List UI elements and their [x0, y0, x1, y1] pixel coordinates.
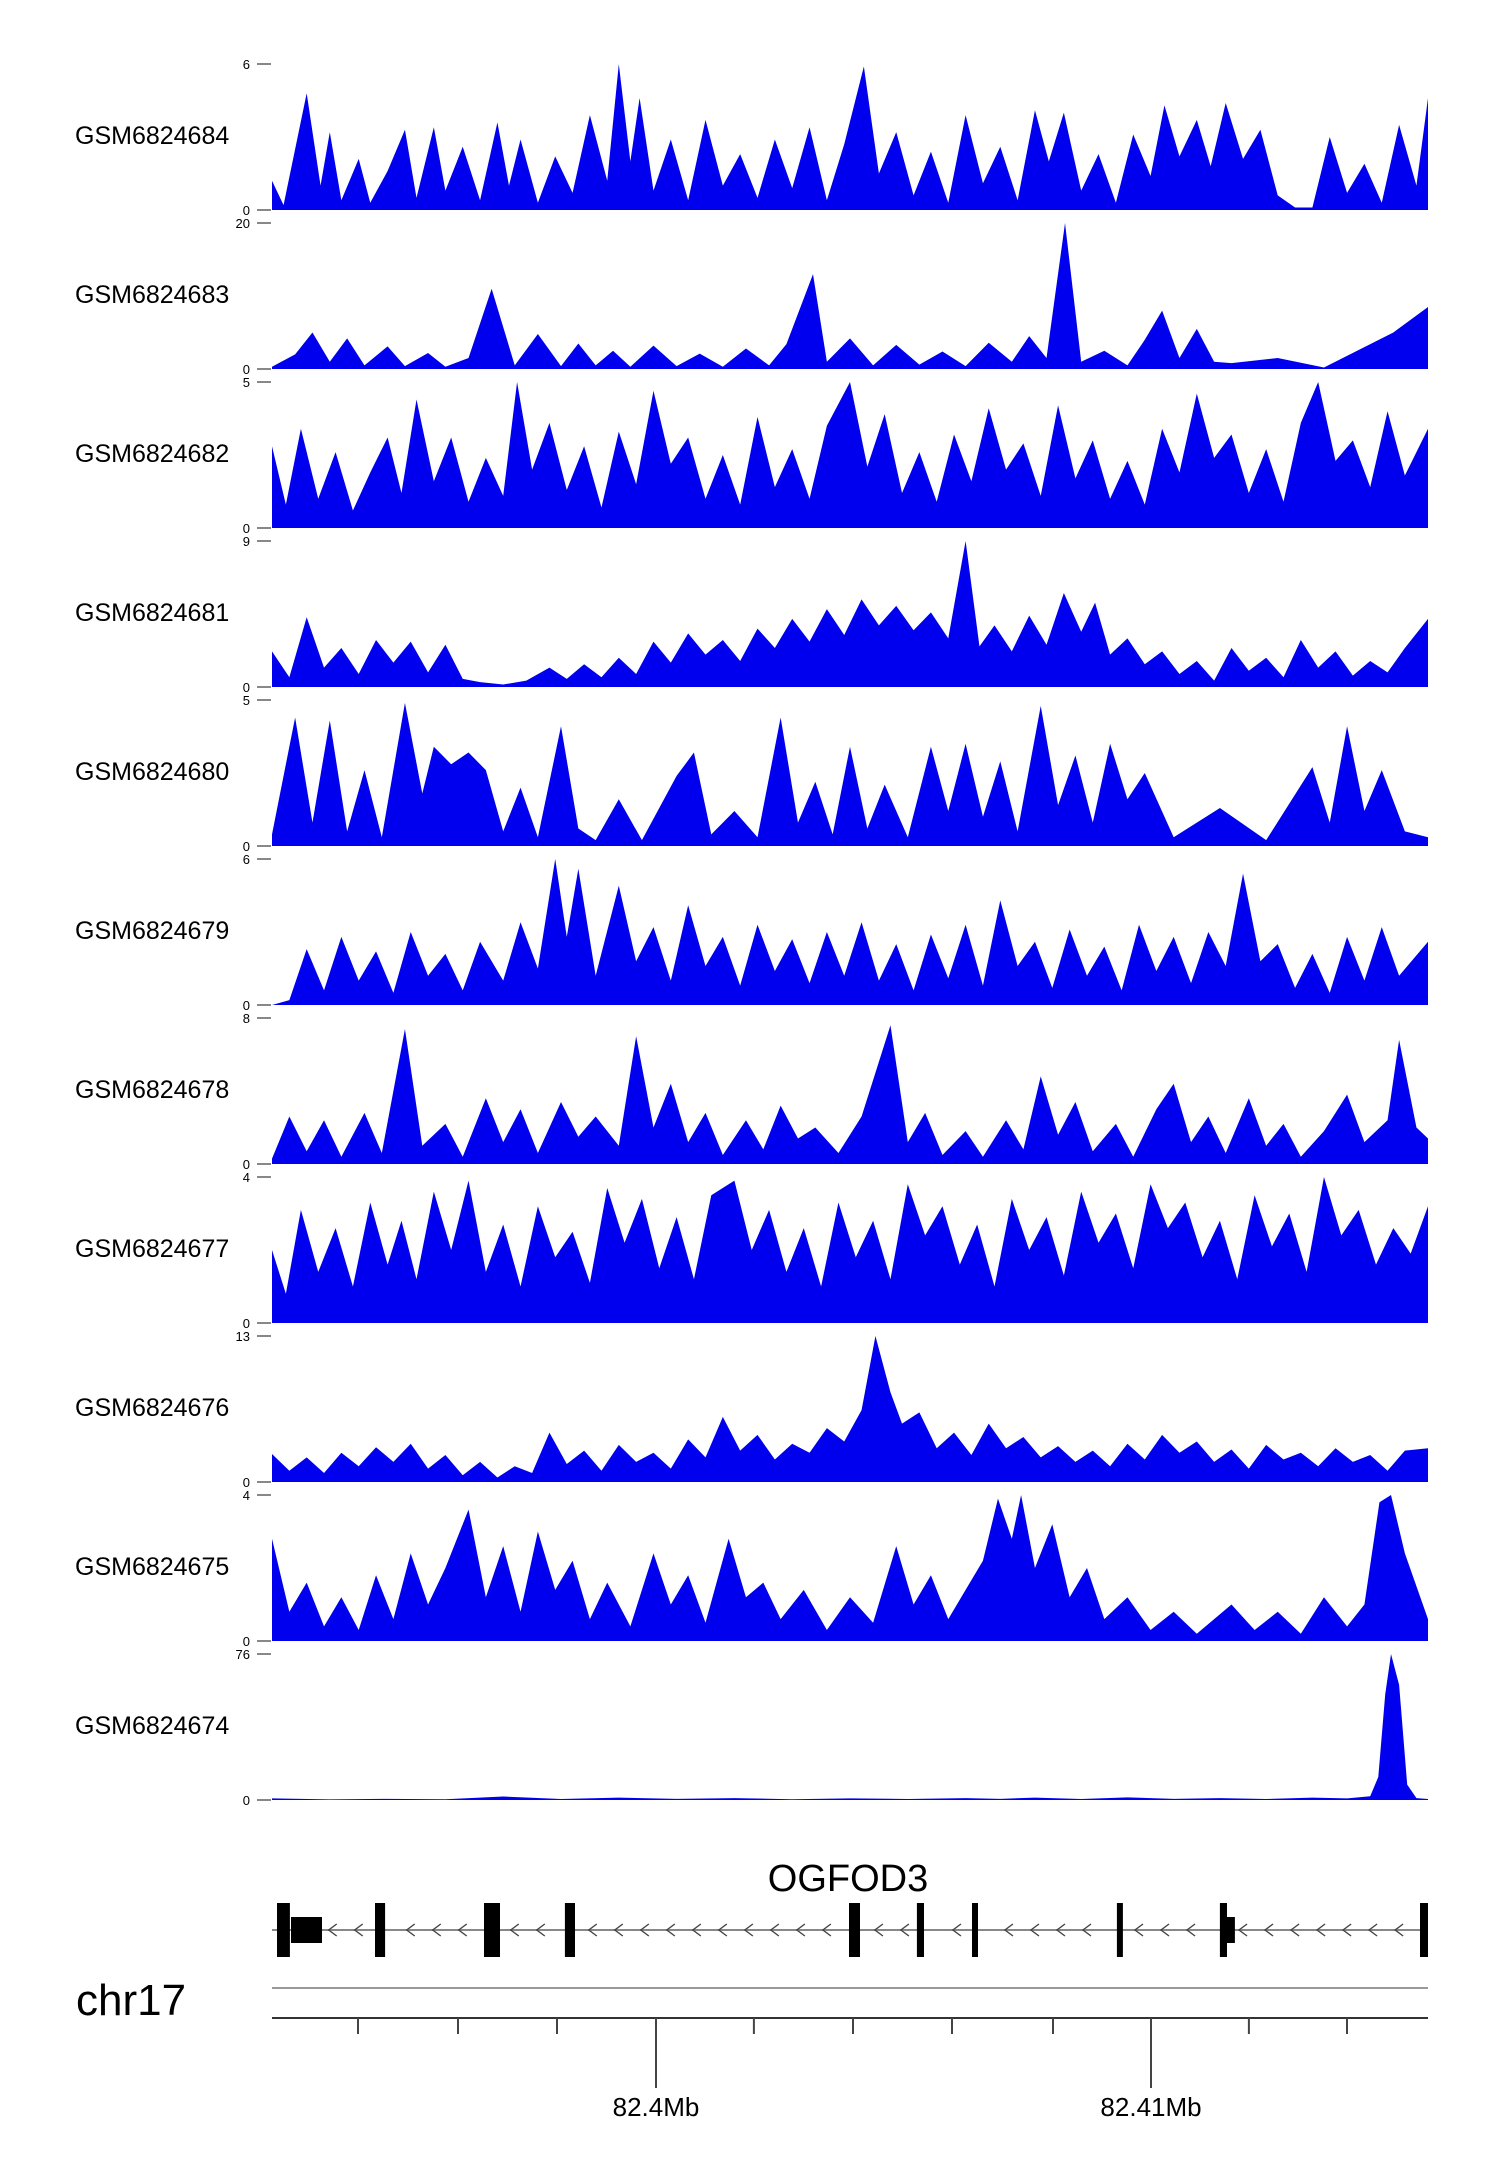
y-axis-tick	[257, 222, 271, 224]
y-axis-tick	[257, 368, 271, 370]
track-label: GSM6824674	[75, 1712, 230, 1740]
y-axis-tick	[257, 845, 271, 847]
y-axis-zero-label: 0	[242, 1634, 250, 1649]
exon-box	[917, 1903, 924, 1957]
exon-box	[484, 1903, 500, 1957]
y-axis-tick	[257, 540, 271, 542]
track-label: GSM6824680	[75, 758, 230, 786]
exon-box	[375, 1903, 385, 1957]
exon-box	[1117, 1903, 1123, 1957]
coverage-area	[272, 541, 1428, 687]
exon-box	[291, 1917, 322, 1943]
y-axis-tick	[257, 527, 271, 529]
coverage-plot	[272, 382, 1428, 528]
y-axis-tick	[257, 1017, 271, 1019]
exon-box	[972, 1903, 978, 1957]
y-axis-max-label: 4	[242, 1170, 250, 1185]
y-axis-tick	[257, 63, 271, 65]
coverage-plot	[272, 700, 1428, 846]
y-axis-max-label: 6	[242, 57, 250, 72]
coverage-area	[272, 703, 1428, 846]
coverage-plot	[272, 541, 1428, 687]
y-axis-tick	[257, 858, 271, 860]
y-axis-tick	[257, 381, 271, 383]
track-label: GSM6824681	[75, 599, 230, 627]
exon-box	[565, 1903, 575, 1957]
y-axis-tick	[257, 1163, 271, 1165]
coverage-area	[272, 1336, 1428, 1482]
track-label: GSM6824678	[75, 1076, 230, 1104]
y-axis-max-label: 9	[242, 534, 250, 549]
exon-box	[1226, 1917, 1235, 1943]
y-axis-tick	[257, 1176, 271, 1178]
y-axis-tick	[257, 1481, 271, 1483]
y-axis-max-label: 5	[242, 693, 250, 708]
y-axis-zero-label: 0	[242, 1475, 250, 1490]
y-axis-max-label: 4	[242, 1488, 250, 1503]
track-label: GSM6824679	[75, 917, 230, 945]
y-axis-tick	[257, 686, 271, 688]
track-label: GSM6824684	[75, 122, 230, 150]
y-axis-tick	[257, 1799, 271, 1801]
axis-tick-label-82-4mb: 82.4Mb	[612, 2092, 700, 2122]
coverage-plot	[272, 1495, 1428, 1641]
gene-model-track	[272, 1900, 1428, 1960]
coverage-area	[272, 382, 1428, 528]
y-axis-tick	[257, 1653, 271, 1655]
y-axis-zero-label: 0	[242, 839, 250, 854]
coverage-plot	[272, 1336, 1428, 1482]
chromosome-label: chr17	[76, 1976, 187, 2025]
y-axis-zero-label: 0	[242, 1316, 250, 1331]
y-axis-tick	[257, 1004, 271, 1006]
y-axis-tick	[257, 1494, 271, 1496]
coverage-area	[272, 1495, 1428, 1641]
y-axis-max-label: 8	[242, 1011, 250, 1026]
y-axis-tick	[257, 699, 271, 701]
exon-box	[1420, 1903, 1428, 1957]
y-axis-zero-label: 0	[242, 998, 250, 1013]
y-axis-max-label: 6	[242, 852, 250, 867]
coverage-plot	[272, 1177, 1428, 1323]
track-label: GSM6824676	[75, 1394, 230, 1422]
y-axis-tick	[257, 1640, 271, 1642]
track-label: GSM6824683	[75, 281, 230, 309]
genomic-position-ruler	[272, 1985, 1428, 2095]
coverage-area	[272, 1025, 1428, 1164]
y-axis-max-label: 20	[235, 216, 250, 231]
coverage-plot	[272, 1018, 1428, 1164]
y-axis-max-label: 76	[235, 1647, 250, 1662]
track-label: GSM6824677	[75, 1235, 230, 1263]
gene-name-label: OGFOD3	[767, 1858, 929, 1900]
y-axis-zero-label: 0	[242, 203, 250, 218]
exon-box	[849, 1903, 860, 1957]
coverage-plot	[272, 223, 1428, 369]
y-axis-max-label: 5	[242, 375, 250, 390]
coverage-area	[272, 1177, 1428, 1323]
track-label: GSM6824675	[75, 1553, 230, 1581]
y-axis-tick	[257, 1322, 271, 1324]
y-axis-tick	[257, 209, 271, 211]
y-axis-zero-label: 0	[242, 680, 250, 695]
y-axis-zero-label: 0	[242, 1793, 250, 1808]
y-axis-zero-label: 0	[242, 521, 250, 536]
y-axis-zero-label: 0	[242, 1157, 250, 1172]
exon-box	[277, 1903, 290, 1957]
axis-tick-label-82-41mb: 82.41Mb	[1100, 2092, 1202, 2122]
coverage-area	[272, 64, 1428, 210]
coverage-area	[272, 859, 1428, 1005]
track-label: GSM6824682	[75, 440, 230, 468]
coverage-plot	[272, 1654, 1428, 1800]
y-axis-tick	[257, 1335, 271, 1337]
coverage-area	[272, 223, 1428, 369]
coverage-plot	[272, 859, 1428, 1005]
coverage-plot	[272, 64, 1428, 210]
y-axis-zero-label: 0	[242, 362, 250, 377]
y-axis-max-label: 13	[235, 1329, 250, 1344]
coverage-area	[272, 1654, 1428, 1800]
